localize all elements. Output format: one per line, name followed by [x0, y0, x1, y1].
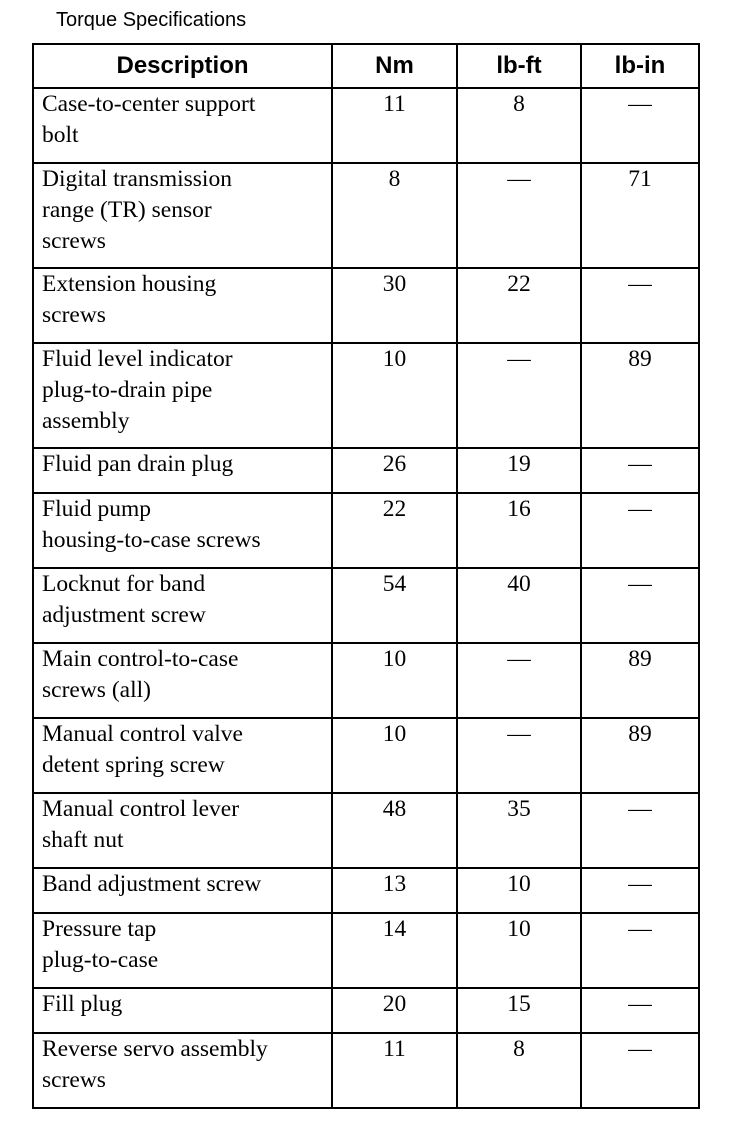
cell-lb-in: —	[581, 448, 699, 493]
table-row	[33, 88, 699, 163]
cell-description	[33, 718, 332, 793]
table-row	[33, 868, 699, 913]
description-line: shaft nut	[42, 827, 124, 853]
table-row	[33, 568, 699, 643]
description-line: Fill plug	[42, 991, 123, 1017]
description-line: Band adjustment screw	[42, 871, 262, 897]
cell-nm: 10	[332, 643, 457, 718]
description-line: Main control-to-case	[42, 646, 239, 672]
description-line: Locknut for band	[42, 571, 206, 597]
description-line: Pressure tap	[42, 916, 157, 942]
cell-lb-ft: 8	[457, 1033, 581, 1108]
cell-nm: 10	[332, 718, 457, 793]
table-row	[33, 268, 699, 343]
table-row	[33, 163, 699, 268]
description-line: Extension housing	[42, 271, 217, 297]
description-line: Fluid pump	[42, 496, 152, 522]
cell-lb-in: —	[581, 268, 699, 343]
description-line: Reverse servo assembly	[42, 1036, 268, 1062]
description-line: Fluid level indicator	[42, 346, 233, 372]
torque-spec-table	[32, 43, 700, 1109]
description-line: Manual control valve	[42, 721, 243, 747]
description-line: screws	[42, 302, 106, 328]
cell-lb-ft: —	[457, 643, 581, 718]
cell-nm: 20	[332, 988, 457, 1033]
cell-lb-in: 71	[581, 163, 699, 268]
description-line: Fluid pan drain plug	[42, 451, 234, 477]
cell-lb-ft: 8	[457, 88, 581, 163]
description-line: Manual control lever	[42, 796, 240, 822]
table-row	[33, 448, 699, 493]
cell-lb-ft: 10	[457, 913, 581, 988]
cell-lb-in: 89	[581, 643, 699, 718]
cell-lb-ft: 16	[457, 493, 581, 568]
cell-description	[33, 88, 332, 163]
cell-lb-ft: 15	[457, 988, 581, 1033]
table-row	[33, 493, 699, 568]
cell-nm: 26	[332, 448, 457, 493]
cell-description	[33, 448, 332, 493]
cell-lb-in: —	[581, 493, 699, 568]
cell-lb-in: —	[581, 88, 699, 163]
cell-nm: 14	[332, 913, 457, 988]
description-line: screws (all)	[42, 677, 151, 703]
description-line: screws	[42, 228, 106, 254]
table-row	[33, 643, 699, 718]
table-row	[33, 913, 699, 988]
description-line: Case-to-center support	[42, 91, 256, 117]
cell-nm: 22	[332, 493, 457, 568]
cell-nm: 54	[332, 568, 457, 643]
cell-description	[33, 913, 332, 988]
cell-lb-in: 89	[581, 343, 699, 448]
cell-lb-in: —	[581, 988, 699, 1033]
description-line: plug-to-case	[42, 947, 159, 973]
cell-nm: 30	[332, 268, 457, 343]
description-line: adjustment screw	[42, 602, 206, 628]
description-line: assembly	[42, 408, 130, 434]
table-row	[33, 988, 699, 1033]
cell-nm: 13	[332, 868, 457, 913]
description-line: range (TR) sensor	[42, 197, 212, 223]
cell-nm: 11	[332, 88, 457, 163]
cell-lb-in: —	[581, 1033, 699, 1108]
cell-lb-ft: 22	[457, 268, 581, 343]
cell-lb-ft: 10	[457, 868, 581, 913]
table-row	[33, 1033, 699, 1108]
cell-lb-in: —	[581, 868, 699, 913]
cell-lb-ft: 40	[457, 568, 581, 643]
cell-description	[33, 343, 332, 448]
cell-lb-ft: 35	[457, 793, 581, 868]
table-row	[33, 718, 699, 793]
description-line: plug-to-drain pipe	[42, 377, 213, 403]
page-title: Torque Specifications	[56, 9, 247, 31]
cell-description	[33, 568, 332, 643]
table-header-row	[33, 44, 699, 88]
cell-description	[33, 1033, 332, 1108]
cell-nm: 8	[332, 163, 457, 268]
cell-description	[33, 868, 332, 913]
description-line: housing-to-case screws	[42, 527, 261, 553]
cell-lb-ft: 19	[457, 448, 581, 493]
cell-description	[33, 493, 332, 568]
cell-lb-ft: —	[457, 343, 581, 448]
column-header-lb-ft: lb-ft	[457, 44, 581, 88]
table-row	[33, 793, 699, 868]
cell-nm: 10	[332, 343, 457, 448]
cell-lb-in: —	[581, 568, 699, 643]
table-row	[33, 343, 699, 448]
cell-description	[33, 793, 332, 868]
cell-lb-in: 89	[581, 718, 699, 793]
description-line: screws	[42, 1067, 106, 1093]
cell-lb-ft: —	[457, 163, 581, 268]
cell-lb-ft: —	[457, 718, 581, 793]
cell-nm: 11	[332, 1033, 457, 1108]
cell-description	[33, 988, 332, 1033]
description-line: detent spring screw	[42, 752, 225, 778]
column-header-nm: Nm	[332, 44, 457, 88]
column-header-lb-in: lb-in	[581, 44, 699, 88]
cell-description	[33, 643, 332, 718]
cell-lb-in: —	[581, 793, 699, 868]
cell-nm: 48	[332, 793, 457, 868]
cell-lb-in: —	[581, 913, 699, 988]
cell-description	[33, 163, 332, 268]
cell-description	[33, 268, 332, 343]
description-line: bolt	[42, 122, 79, 148]
description-line: Digital transmission	[42, 166, 232, 192]
column-header-description: Description	[33, 44, 332, 88]
